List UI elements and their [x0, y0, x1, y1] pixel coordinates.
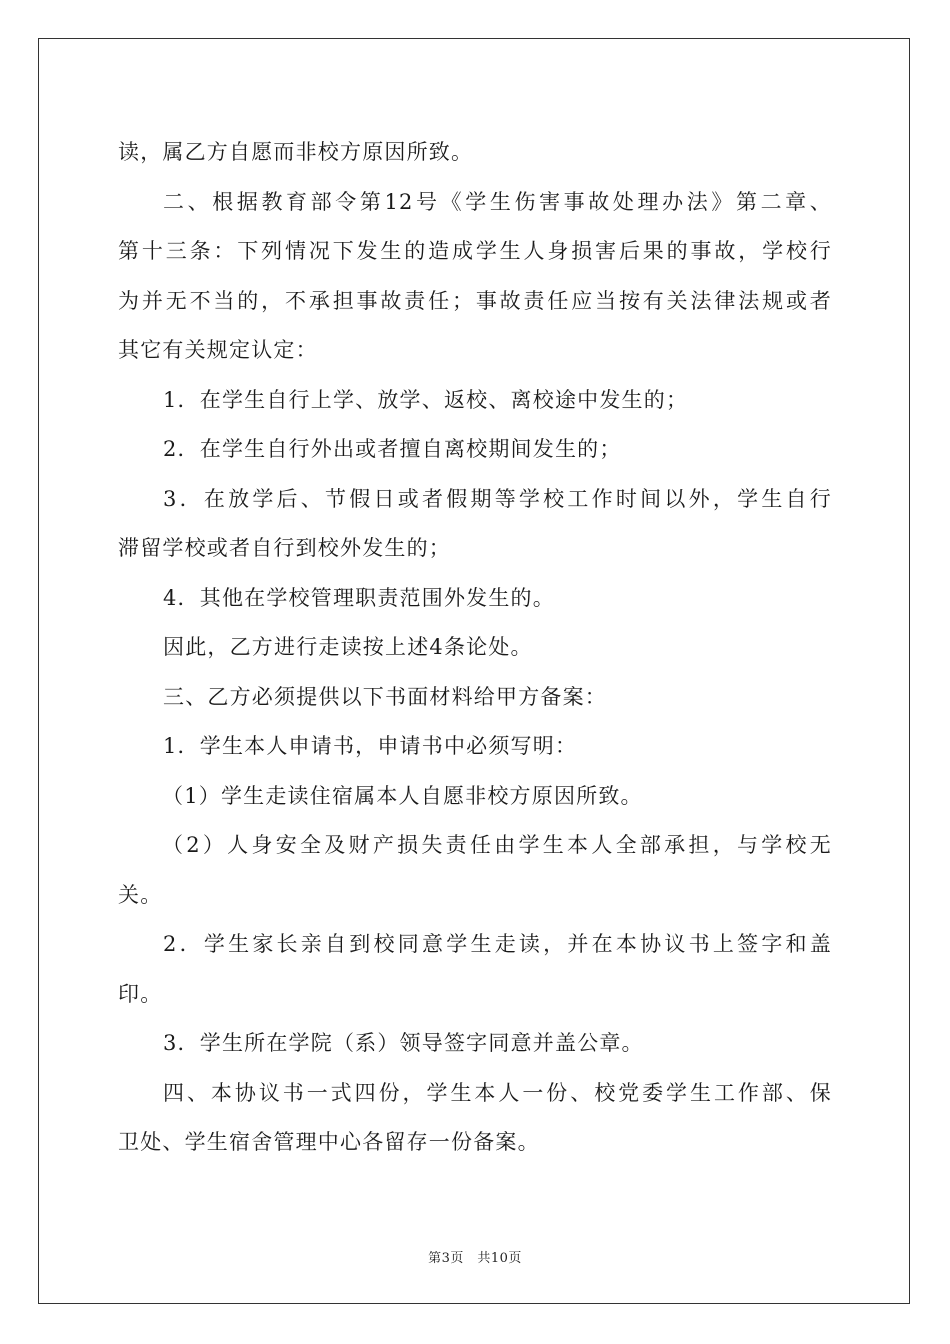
list-item: 3．在放学后、节假日或者假期等学校工作时间以外，学生自行: [163, 486, 832, 511]
list-item: 2．学生家长亲自到校同意学生走读，并在本协议书上签字和盖: [163, 932, 832, 956]
list-item: 2．在学生自行外出或者擅自离校期间发生的；: [163, 437, 622, 461]
section-paragraph-continuation: 卫处、学生宿舍管理中心各留存一份备案。: [118, 1130, 540, 1154]
paragraph-line: 二、根据教育部令第12号《学生伤害事故处理办法》第二章、: [163, 189, 832, 214]
paragraph-line: 因此，乙方进行走读按上述4条论处。: [163, 635, 533, 659]
sub-list-item: （2）人身安全及财产损失责任由学生本人全部承担，与学校无: [162, 833, 832, 857]
sub-list-item-continuation: 关。: [118, 882, 163, 907]
paragraph-line: 其它有关规定认定：: [118, 338, 318, 362]
section-heading: 三、乙方必须提供以下书面材料给甲方备案：: [163, 684, 607, 709]
paragraph-line: 为并无不当的，不承担事故责任；事故责任应当按有关法律法规或者: [118, 288, 832, 313]
section-paragraph: 四、本协议书一式四份，学生本人一份、校党委学生工作部、保: [163, 1080, 832, 1105]
list-item: 1．在学生自行上学、放学、返校、离校途中发生的；: [163, 387, 689, 412]
list-item-continuation: 印。: [118, 981, 163, 1006]
list-item-continuation: 滞留学校或者自行到校外发生的；: [118, 536, 451, 560]
paragraph-line: 读，属乙方自愿而非校方原因所致。: [118, 140, 474, 164]
sub-list-item: （1）学生走读住宿属本人自愿非校方原因所致。: [162, 783, 643, 808]
list-item: 1．学生本人申请书，申请书中必须写明：: [163, 734, 578, 758]
list-item: 3．学生所在学院（系）领导签字同意并盖公章。: [163, 1031, 644, 1055]
paragraph-line: 第十三条：下列情况下发生的造成学生人身损害后果的事故，学校行: [118, 239, 832, 263]
list-item: 4．其他在学校管理职责范围外发生的。: [163, 585, 555, 610]
document-body: [118, 128, 832, 1168]
page-number-footer: 第3页 共10页: [428, 1251, 522, 1266]
